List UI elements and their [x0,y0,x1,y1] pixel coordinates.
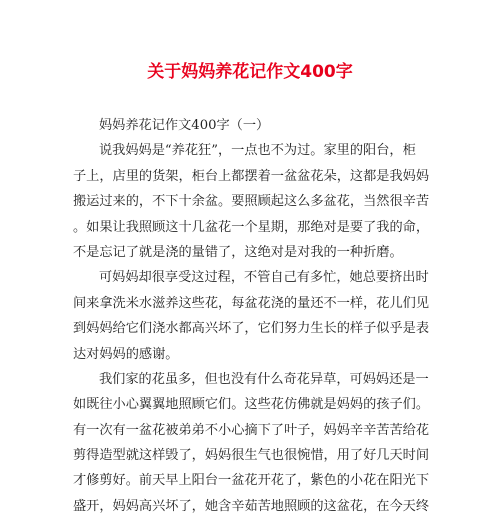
document-title: 关于妈妈养花记作文400字 [147,62,353,82]
paragraph-3-line-5: 才修剪好。前天早上阳台一盆花开花了，紫色的小花在阳光下 [73,473,429,489]
section-subheading: 妈妈养花记作文400字（一） [99,118,270,133]
paragraph-3-line-2: 如既往小心翼翼地照顾它们。这些花仿佛就是妈妈的孩子们。 [73,397,429,413]
article-body [73,113,429,519]
paragraph-1-line-3: 搬运过来的，不下十余盆。要照顾起这么多盆花，当然很辛苦 [73,194,429,210]
paragraph-2-line-2: 间来拿洗米水滋养这些花，每盆花浇的量还不一样，花儿们见 [73,295,429,311]
paragraph-3-line-4: 剪得造型就这样毁了，妈妈很生气也很惋惜，用了好几天时间 [73,448,429,464]
paragraph-3-line-6: 盛开，妈妈高兴坏了，她含辛茹苦地照顾的这盆花，在今天终 [73,498,429,514]
paragraph-2-line-3: 到妈妈给它们浇水都高兴坏了，它们努力生长的样子似乎是表 [73,321,429,337]
paragraph-1-line-2: 子上，店里的货架，柜台上都摆着一盆盆花朵，这都是我妈妈 [73,168,429,184]
paragraph-3-line-3: 有一次有一盆花被弟弟不小心摘下了叶子，妈妈辛辛苦苦给花 [73,422,429,438]
paragraph-1-line-4: 。如果让我照顾这十几盆花一个星期，那绝对是要了我的命， [73,219,429,235]
paragraph-1-line-1: 说我妈妈是“养花狂”，一点也不为过。家里的阳台，柜 [99,143,416,159]
paragraph-1-line-5: 不是忘记了就是浇的量错了，这绝对是对我的一种折磨。 [73,244,403,260]
paragraph-2-line-1: 可妈妈却很享受这过程，不管自己有多忙，她总要挤出时 [99,270,429,286]
paragraph-3-line-1: 我们家的花虽多，但也没有什么奇花异草，可妈妈还是一 [99,371,429,387]
paragraph-2-line-4: 达对妈妈的感谢。 [73,346,179,362]
